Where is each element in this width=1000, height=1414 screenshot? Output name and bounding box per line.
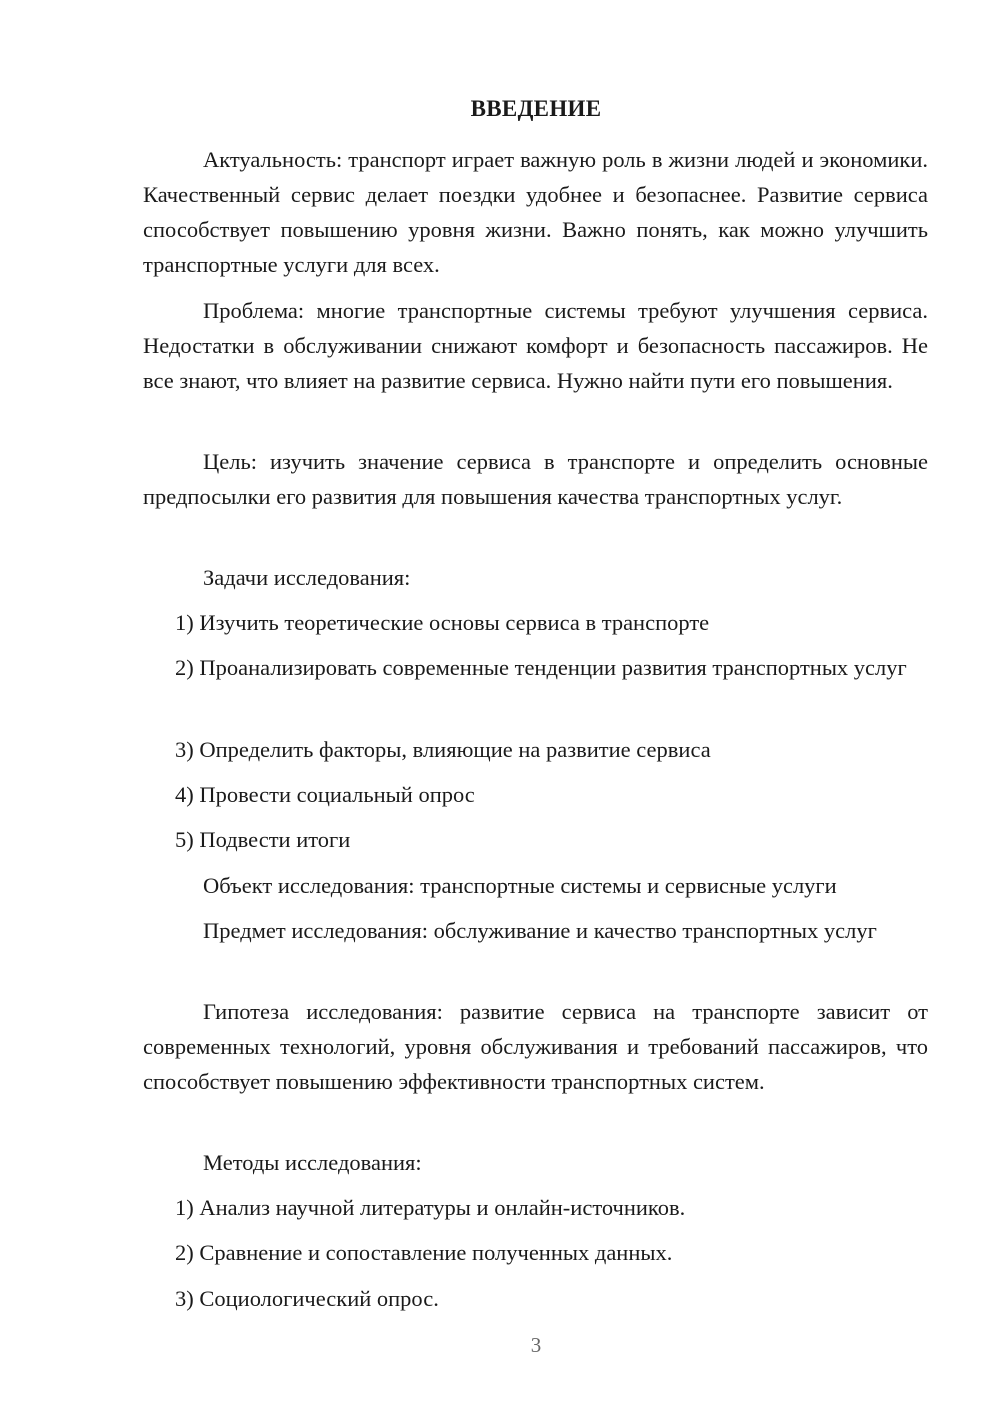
problem-paragraph: Проблема: многие транспортные системы требуют улучшения сервиса. Недостатки в обслуживании снижают комфорт и безопасность пассажиров. Не все знают, что влияет на развитие сервиса. Нужно найти пути его повышения. [143, 298, 928, 393]
task-item-5: 5) Подвести итоги [175, 827, 351, 852]
page-title: ВВЕДЕНИЕ [470, 96, 602, 121]
hypothesis-paragraph: Гипотеза исследования: развитие сервиса на транспорте зависит от современных технологий, уровня обслуживания и требований пассажиров, что способствует повышению эффективности транспортных систем. [143, 999, 928, 1094]
goal-paragraph: Цель: изучить значение сервиса в транспорте и определить основные предпосылки его развития для повышения качества транспортных услуг. [143, 449, 928, 509]
method-item-3: 3) Социологический опрос. [175, 1286, 439, 1311]
task-item-3: 3) Определить факторы, влияющие на развитие сервиса [175, 737, 711, 762]
relevance-paragraph: Актуальность: транспорт играет важную роль в жизни людей и экономики. Качественный сервис делает поездки удобнее и безопаснее. Развитие сервиса способствует повышению уровня жизни. Важно понять, как можно улучшить транспортные услуги для всех. [143, 147, 928, 277]
page-number: 3 [530, 1333, 542, 1357]
methods-heading: Методы исследования: [203, 1150, 422, 1175]
subject-paragraph: Предмет исследования: обслуживание и качество транспортных услуг [203, 918, 877, 943]
task-item-4: 4) Провести социальный опрос [175, 782, 475, 807]
object-paragraph: Объект исследования: транспортные системы и сервисные услуги [203, 873, 837, 898]
task-item-2: 2) Проанализировать современные тенденции развития транспортных услуг [175, 655, 907, 680]
method-item-1: 1) Анализ научной литературы и онлайн-источников. [175, 1195, 686, 1220]
task-item-1: 1) Изучить теоретические основы сервиса в транспорте [175, 610, 710, 635]
tasks-heading: Задачи исследования: [203, 565, 411, 590]
method-item-2: 2) Сравнение и сопоставление полученных данных. [175, 1240, 673, 1265]
